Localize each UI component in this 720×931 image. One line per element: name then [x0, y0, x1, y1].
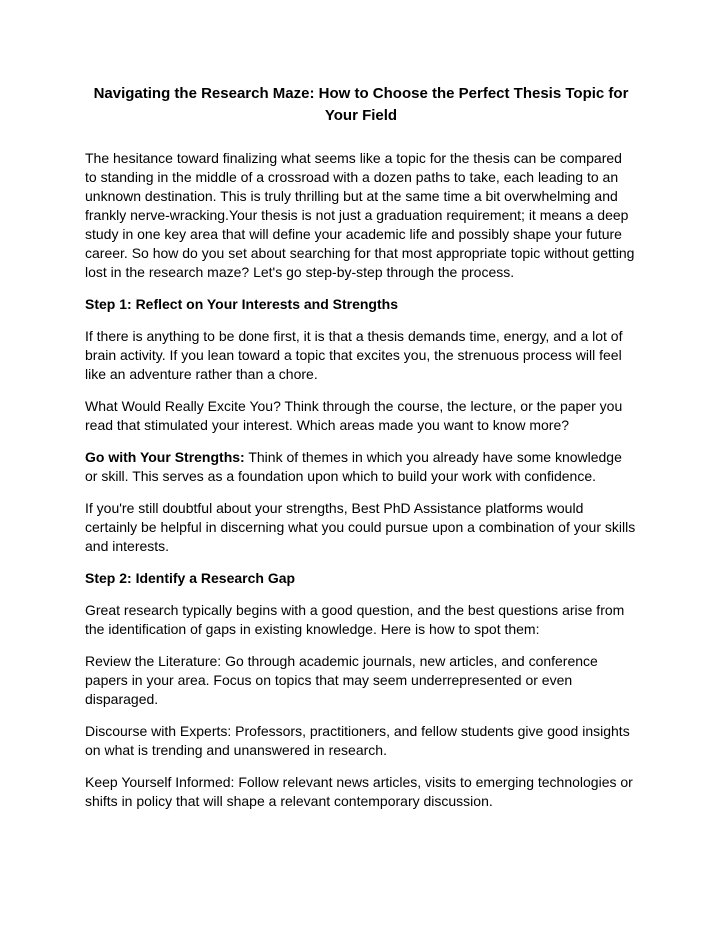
step1-paragraph-3-lead: Go with Your Strengths:: [85, 449, 245, 465]
step2-paragraph-1: Great research typically begins with a good question, and the best questions arise from the identification of gaps in existing knowledge. Here is how to spot them:: [85, 602, 625, 637]
step2-paragraph-4: Keep Yourself Informed: Follow relevant news articles, visits to emerging technologies or shifts in policy that will shape a relevant contemporary discussion.: [85, 774, 633, 809]
intro-paragraph: The hesitance toward finalizing what seems like a topic for the thesis can be compared to standing in the middle of a crossroad with a dozen paths to take, each leading to an unknown destination. This is truly thrilling but at the same time a bit overwhelming and frankly nerve-wracking.Your thesis is not just a graduation requirement; it means a deep study in one key area that will define your academic life and possibly shape your future career. So how do you set about searching for that most appropriate topic without getting lost in the research maze? Let's go step-by-step through the process.: [85, 150, 635, 280]
step2-heading: Step 2: Identify a Research Gap: [85, 570, 296, 586]
step2-paragraph-2: Review the Literature: Go through academic journals, new articles, and conference papers in your area. Focus on topics that may seem underrepresented or even disparaged.: [85, 653, 598, 707]
step1-paragraph-3: [85, 448, 637, 486]
step2-paragraph-3: Discourse with Experts: Professors, practitioners, and fellow students give good insights on what is trending and unanswered in research.: [85, 723, 630, 758]
step1-paragraph-4: If you're still doubtful about your strengths, Best PhD Assistance platforms would certainly be helpful in discerning what you could pursue upon a combination of your skills and interests.: [85, 500, 636, 554]
step1-paragraph-2: What Would Really Excite You? Think through the course, the lecture, or the paper you read that stimulated your interest. Which areas made you want to know more?: [85, 398, 623, 433]
step1-heading: Step 1: Reflect on Your Interests and Strengths: [85, 296, 398, 312]
step1-paragraph-3-body: Think of themes in which you already have some knowledge or skill. This serves as a foundation upon which to build your work with confidence.: [85, 449, 622, 484]
document-page: [85, 83, 637, 824]
document-title: Navigating the Research Maze: How to Choose the Perfect Thesis Topic for Your Field: [93, 85, 629, 124]
step1-paragraph-1: If there is anything to be done first, it is that a thesis demands time, energy, and a lot of brain activity. If you lean toward a topic that excites you, the strenuous process will feel like an adventure rather than a chore.: [85, 328, 623, 382]
